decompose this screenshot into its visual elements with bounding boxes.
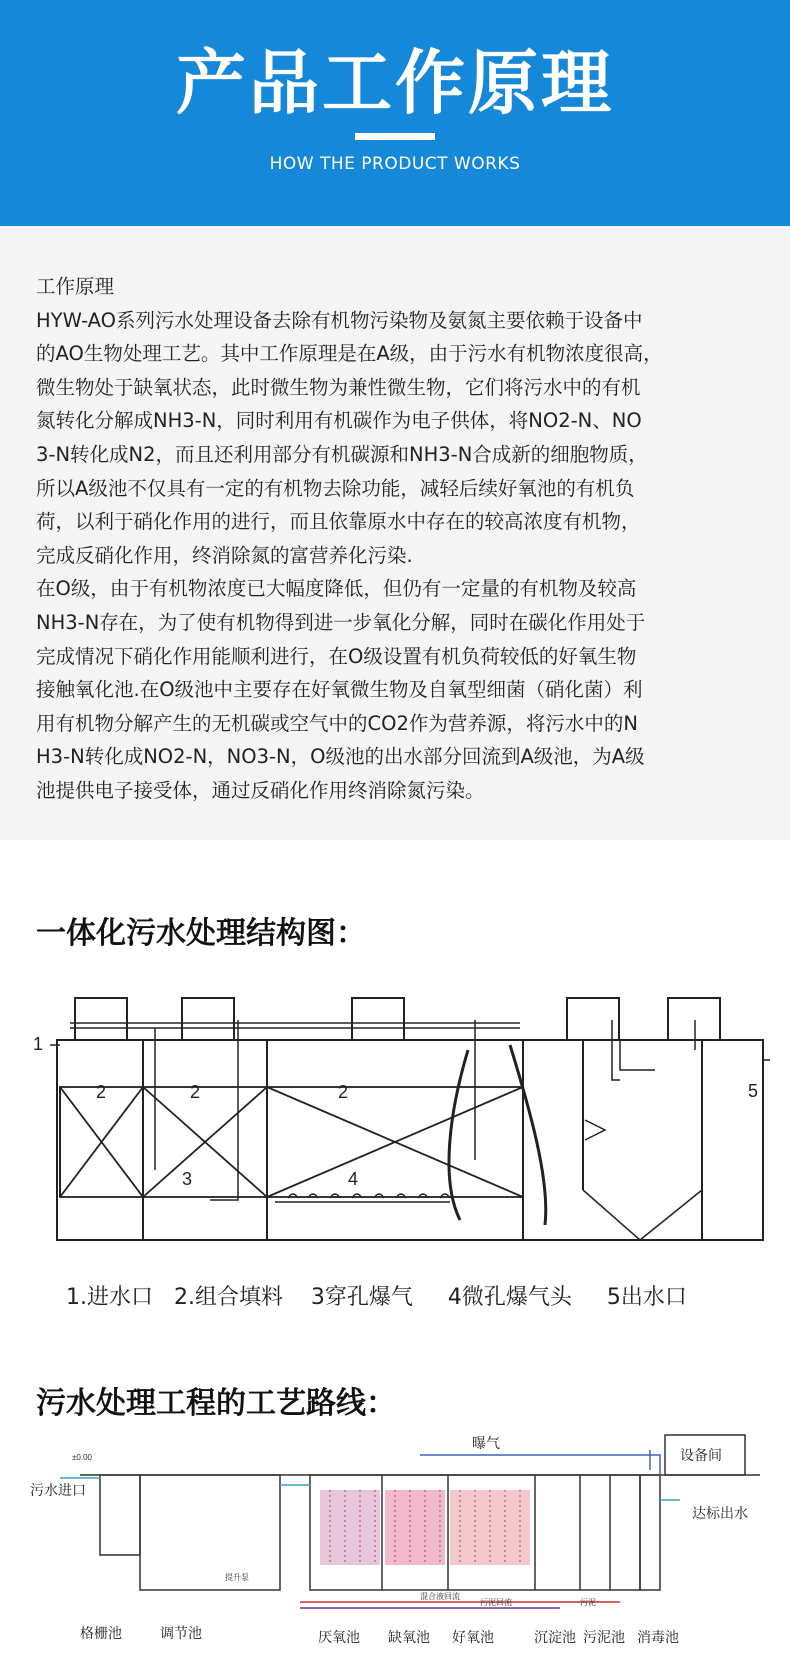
intro-line: 的AO生物处理工艺。其中工作原理是在A级，由于污水有机物浓度很高， — [36, 342, 663, 366]
intro-line: 微生物处于缺氧状态，此时微生物为兼性微生物，它们将污水中的有机 — [36, 375, 641, 399]
tank-label: 调节池 — [160, 1625, 202, 1641]
page-title: 产品工作原理 — [176, 42, 614, 124]
top-manhole — [567, 998, 619, 1040]
tank-label: 污泥池 — [583, 1629, 625, 1645]
top-manhole — [75, 998, 127, 1040]
structure-diagram — [30, 990, 770, 1260]
filler-module — [267, 1087, 523, 1197]
outlet-weir — [585, 1120, 605, 1140]
structure-title: 一体化污水处理结构图： — [36, 916, 366, 951]
page-subtitle: HOW THE PRODUCT WORKS — [269, 154, 521, 174]
callout-4: 4 — [348, 1169, 359, 1189]
intro-line: 所以A级池不仅具有一定的有机物去除功能，减轻后续好氧池的有机负 — [36, 476, 635, 500]
filler-module — [60, 1087, 143, 1197]
intro-line: 3-N转化成N2，而且还利用部分有机碳源和NH3-N合成新的细胞物质， — [36, 442, 648, 466]
intro-line: 池提供电子接受体，通过反硝化作用终消除氮污染。 — [36, 778, 485, 802]
intro-line: 氮转化分解成NH3-N，同时利用有机碳作为电子供体，将NO2-N、NO — [36, 409, 642, 433]
top-manhole — [182, 998, 234, 1040]
hero-banner — [0, 0, 790, 226]
callout-5: 5 — [748, 1081, 759, 1101]
process-title: 污水处理工程的工艺路线： — [36, 1386, 396, 1421]
aeration-label: 曝气 — [472, 1435, 500, 1451]
inlet-label: 污水进口 — [30, 1482, 86, 1498]
tank-label: 缺氧池 — [388, 1629, 430, 1645]
mix-return-label: 混合液回流 — [420, 1592, 460, 1601]
outlet-label: 达标出水 — [692, 1505, 748, 1521]
pump-hose — [449, 1050, 468, 1220]
intro-line: 接触氧化池.在O级池中主要存在好氧微生物及自氧型细菌（硝化菌）利 — [36, 678, 643, 702]
level-mark: ±0.00 — [72, 1453, 92, 1462]
filler-module — [143, 1087, 267, 1197]
top-manhole — [668, 998, 720, 1040]
intro-line: 完成情况下硝化作用能顺利进行，在O级设置有机负荷较低的好氧生物 — [36, 644, 637, 668]
pump-label: 提升泵 — [225, 1573, 249, 1582]
tank-label: 格栅池 — [80, 1625, 122, 1641]
callout-1: 1 — [33, 1034, 44, 1054]
intro-line: HYW-AO系列污水处理设备去除有机物污染物及氨氮主要依赖于设备中 — [36, 308, 643, 332]
sludge-return-label: 污泥回流 — [480, 1598, 512, 1607]
structure-legend: 1.进水口 2.组合填料 3穿孔爆气 4微孔爆气头 5出水口 — [66, 1285, 687, 1310]
title-divider — [355, 133, 435, 140]
regulating-tank — [140, 1475, 280, 1590]
screen-tank — [100, 1475, 140, 1555]
intro-line: H3-N转化成NO2-N，NO3-N，O级池的出水部分回流到A级池，为A级 — [36, 745, 645, 769]
tank-label: 沉淀池 — [534, 1629, 576, 1645]
equipment-room-label: 设备间 — [680, 1447, 722, 1463]
intro-line: 荷，以利于硝化作用的进行，而且依靠原水中存在的较高浓度有机物， — [36, 510, 641, 534]
sludge-label: 污泥 — [580, 1598, 596, 1607]
intro-text — [36, 270, 756, 808]
callout-2: 2 — [190, 1082, 201, 1102]
intro-line: NH3-N存在，为了使有机物得到进一步氧化分解，同时在碳化作用处于 — [36, 610, 646, 634]
pipework — [50, 1020, 770, 1202]
top-manhole — [352, 998, 404, 1040]
callout-2: 2 — [96, 1082, 107, 1102]
callout-2: 2 — [338, 1082, 349, 1102]
process-diagram — [20, 1430, 780, 1670]
aeration-pipe — [420, 1455, 660, 1475]
main-tank — [57, 1040, 763, 1240]
tank-label: 消毒池 — [637, 1629, 679, 1645]
intro-heading: 工作原理 — [36, 275, 115, 298]
callout-3: 3 — [182, 1169, 193, 1189]
tank-label: 厌氧池 — [318, 1629, 360, 1645]
intro-line: 在O级，由于有机物浓度已大幅度降低，但仍有一定量的有机物及较高 — [36, 577, 637, 601]
intro-line: 用有机物分解产生的无机碳或空气中的CO2作为营养源，将污水中的N — [36, 711, 638, 735]
intro-line: 完成反硝化作用，终消除氮的富营养化污染. — [36, 543, 413, 567]
tank-label: 好氧池 — [452, 1629, 494, 1645]
pump-hose — [510, 1045, 546, 1225]
